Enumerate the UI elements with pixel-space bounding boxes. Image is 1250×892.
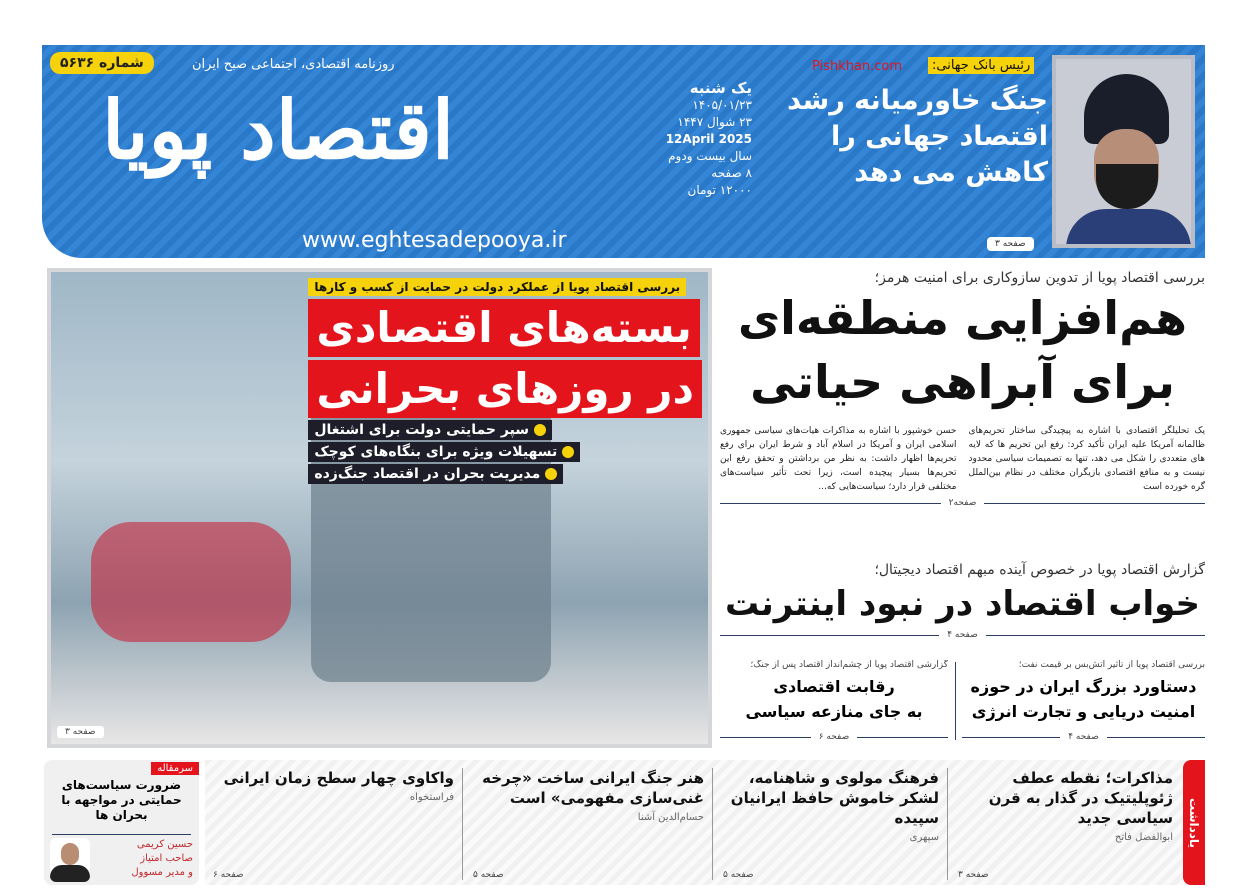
story-kicker: گزارش اقتصاد پویا در خصوص آینده مبهم اقتصاد دیجیتال؛: [874, 562, 1205, 578]
editorial-rule: [52, 834, 191, 835]
page-count: ۸ صفحه: [711, 166, 752, 180]
note-item[interactable]: هنر جنگ ایرانی ساخت «چرخه غنی‌سازی مفهومی» است حسام‌الدین آشنا صفحه ۵: [473, 768, 713, 880]
issue-number: شماره ۵۶۳۶: [50, 52, 154, 74]
story-headline-2[interactable]: به جای منازعه سیاسی: [745, 702, 923, 721]
note-item[interactable]: مذاکرات؛ نقطه عطف ژئوپلیتیک در گذار به قرن سیاسی جدید ابوالفضل فاتح صفحه ۳: [958, 769, 1173, 880]
story-headline-1[interactable]: رقابت اقتصادی: [773, 677, 895, 696]
story-headline-2[interactable]: امنیت دریایی و تجارت انرژی: [971, 702, 1196, 721]
divider: [955, 662, 956, 740]
gregorian-date: 12April 2025: [665, 132, 752, 146]
masthead: [42, 45, 1205, 258]
page-ref: صفحه۲: [948, 498, 977, 508]
author-name: حسین کریمی: [136, 839, 193, 850]
feature-headline-1[interactable]: بسته‌های اقتصادی: [308, 299, 699, 357]
year: سال بیست ودوم: [668, 149, 752, 163]
bullet-dot-icon: [545, 468, 557, 480]
price: ۱۲۰۰۰ تومان: [687, 183, 752, 197]
story-hormuz: [720, 270, 1205, 508]
author-role: و مدیر مسوول: [131, 867, 193, 878]
author-role: صاحب امتیاز: [140, 853, 193, 864]
bullet-item: تسهیلات ویژه برای بنگاه‌های کوچک: [308, 442, 580, 462]
bullet-dot-icon: [562, 446, 574, 458]
bullet-dot-icon: [534, 424, 546, 436]
story-kicker: بررسی اقتصاد پویا از تأثیر آتش‌بس بر قیمت نفت؛: [1018, 660, 1205, 670]
bullet-item: مدیریت بحران در اقتصاد جنگ‌زده: [308, 464, 563, 484]
lead-page-ref: صفحه ۳: [987, 237, 1034, 251]
story-headline-1[interactable]: دستاورد بزرگ ایران در حوزه: [970, 677, 1197, 696]
feature-headline-2[interactable]: در روزهای بحرانی: [308, 360, 702, 418]
story-rivalry: [720, 660, 948, 742]
tagline: روزنامه اقتصادی، اجتماعی صبح ایران: [192, 57, 395, 72]
author-avatar: [50, 838, 90, 882]
page-ref: صفحه ۴: [947, 630, 978, 640]
story-column-left: حسن خوشپور با اشاره به مذاکرات هیات‌های سیاسی جمهوری اسلامی ایران و آمریکا در اسلام آباد و شرط ایران برای رفع تحریم‌ها اظهار داشت: به نظر من برداشتن و تحقق رفع این تحریم‌ها بسیار پیچیده است، زیرا تحت تأثیر سیاست‌های مختلفی قرار دارد؛ سیاست‌هایی که...: [720, 426, 957, 492]
note-item[interactable]: فرهنگ مولوی و شاهنامه، لشکر خاموش حافظ ایرانیان سپیده سپهری صفحه ۵: [723, 768, 948, 880]
editorial: [44, 760, 199, 885]
story-kicker: گزارشی اقتصاد پویا از چشم‌انداز اقتصاد پس از جنگ؛: [750, 660, 948, 670]
date-block: [632, 80, 752, 199]
note-item[interactable]: واکاوی چهار سطح زمان ایرانی فراستخواه صفحه ۶: [213, 768, 463, 880]
watermark: Pishkhan.com: [812, 59, 903, 74]
feature-page-ref: صفحه ۳: [57, 726, 104, 738]
feature-kicker: بررسی اقتصاد پویا از عملکرد دولت در حمایت از کسب و کارها: [308, 278, 686, 296]
worker-shape: [91, 522, 291, 642]
newspaper-logo: اقتصاد پویا: [102, 83, 455, 177]
main-photo: [47, 268, 712, 748]
story-headline[interactable]: خواب اقتصاد در نبود اینترنت: [724, 584, 1201, 624]
notes-label: یادداشت: [1183, 760, 1205, 885]
solar-date: ۱۴۰۵/۰۱/۲۳: [692, 98, 752, 112]
editorial-label: سرمقاله: [151, 762, 199, 775]
portrait-photo: [1052, 55, 1195, 248]
notes-strip: [205, 760, 1205, 885]
story-headline-2[interactable]: برای آبراهی حیاتی: [750, 355, 1175, 409]
lunar-date: ۲۳ شوال ۱۴۴۷: [677, 115, 752, 129]
website-link[interactable]: www.eghtesadepooya.ir: [302, 228, 567, 253]
bullet-item: سپر حمایتی دولت برای اشتغال: [308, 420, 552, 440]
story-column-right: یک تحلیلگر اقتصادی با اشاره به پیچیدگی ساختار تحریم‌های ظالمانه آمریکا علیه ایران تأکید کرد: رفع این تحریم ها که لایه های متعددی را شکل می دهد، تنها به تصمیمات سیاسی محدود نیست و به منافع اقتصادی بازیگران مختلف در نظام بین‌الملل گره خورده است: [968, 426, 1205, 492]
page-ref: صفحه ۶: [818, 732, 850, 742]
editorial-headline[interactable]: ضرورت سیاست‌های حمایتی در مواجهه با بحران ها: [61, 778, 182, 822]
story-energy: [962, 660, 1205, 742]
story-headline-1[interactable]: هم‌افزایی منطقه‌ای: [737, 291, 1188, 345]
story-kicker: بررسی اقتصاد پویا از تدوین سازوکاری برای امنیت هرمز؛: [874, 270, 1205, 286]
story-internet: [720, 562, 1205, 640]
page-ref: صفحه ۴: [1068, 732, 1099, 742]
weekday: یک شنبه: [689, 79, 752, 97]
lead-kicker: رئیس بانک جهانی:: [928, 57, 1034, 74]
lead-headline[interactable]: جنگ خاورمیانه رشد اقتصاد جهانی را کاهش می دهد: [787, 85, 1048, 188]
